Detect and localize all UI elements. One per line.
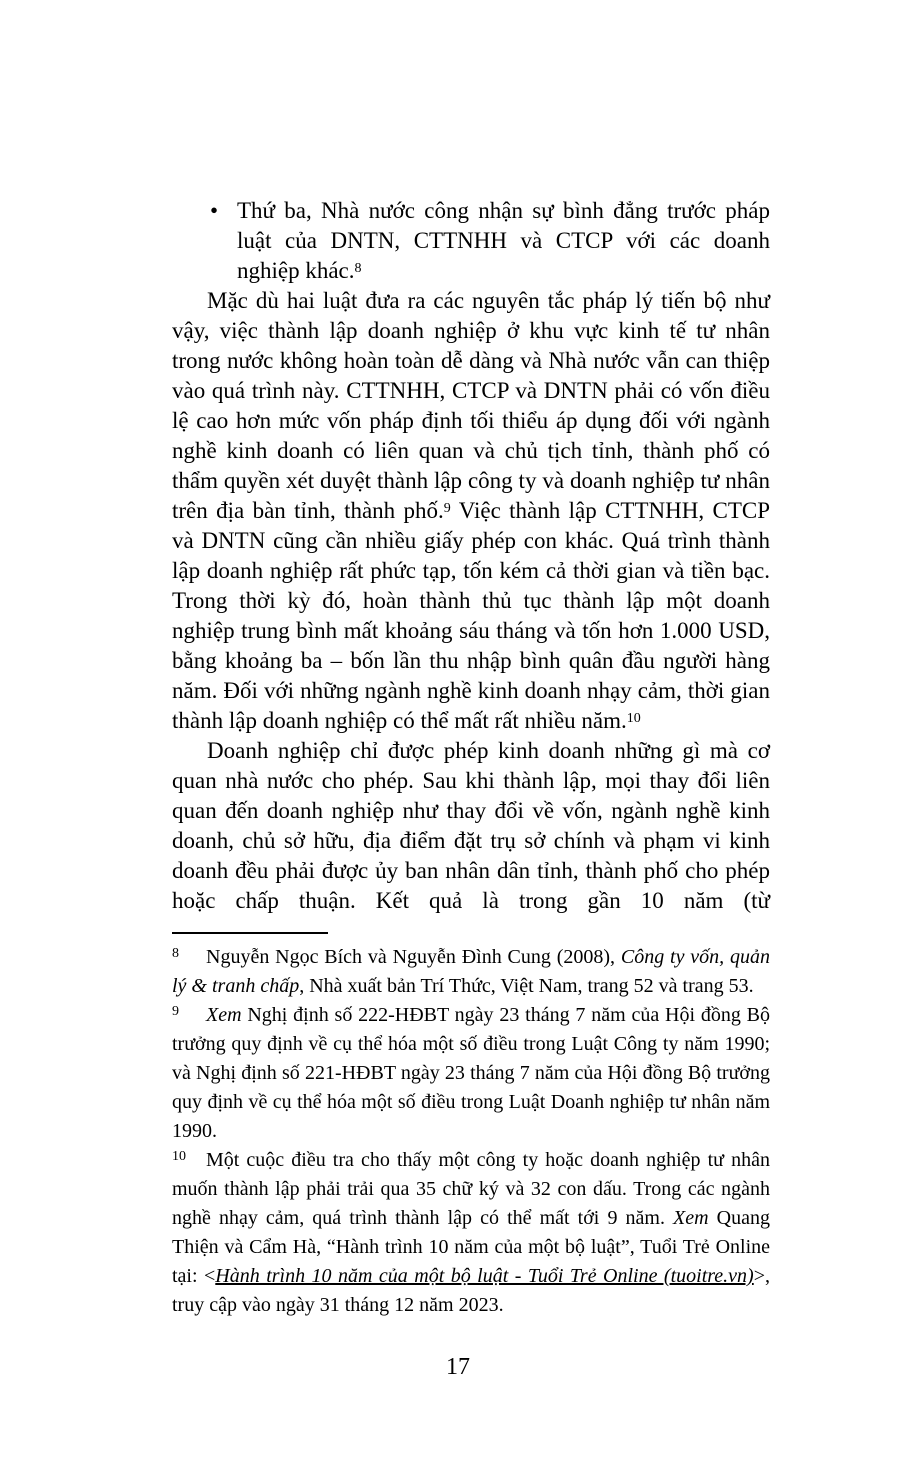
bullet-text-run: Thứ ba, Nhà nước công nhận sự bình đẳng trước pháp luật của DNTN, CTTNHH và CTCP với các doanh nghiệp khác. [237, 198, 770, 283]
footnote-text-run: Quang Thiện và Cẩm Hà, “Hành trình 10 năm của một bộ luật”, Tuổi Trẻ Online tại: < [172, 1207, 770, 1287]
bullet-text [237, 196, 770, 286]
footnote-separator [172, 932, 328, 934]
footnote-text-run: >, truy cập vào ngày 31 tháng 12 năm 2023. [172, 1265, 770, 1316]
bullet-item [210, 196, 770, 286]
footnote-text-run: Nguyễn Ngọc Bích và Nguyễn Đình Cung (2008), [206, 946, 621, 968]
footnote-10 [172, 1146, 770, 1320]
footnote-ref-9: 9 [443, 500, 451, 516]
footnote-ref-10: 10 [626, 710, 641, 726]
footnote-ref-8: 8 [354, 260, 362, 276]
footnote-marker: 9 [172, 1003, 179, 1019]
footnote-marker: 10 [172, 1148, 186, 1164]
page-number: 17 [446, 1354, 470, 1380]
footnotes-section [172, 943, 770, 1320]
bullet-marker: • [210, 198, 219, 223]
footnote-8 [172, 943, 770, 1001]
footnote-marker: 8 [172, 945, 179, 961]
footnote-hyperlink[interactable]: Hành trình 10 năm của một bộ luật - Tuổi Trẻ Online (tuoitre.vn) [215, 1265, 754, 1287]
text-column [172, 196, 770, 1320]
paragraph-text-run: Mặc dù hai luật đưa ra các nguyên tắc pháp lý tiến bộ như vậy, việc thành lập doanh nghiệp ở khu vực kinh tế tư nhân trong nước không hoàn toàn dễ dàng và Nhà nước vẫn can thiệp vào quá trình này. CTTNHH, CTCP và DNTN phải có vốn điều lệ cao hơn mức vốn pháp định tối thiểu áp dụng đối với ngành nghề kinh doanh có liên quan và chủ tịch tỉnh, thành phố có thẩm quyền xét duyệt thành lập công ty và doanh nghiệp tư nhân trên địa bàn tỉnh, thành phố. [172, 288, 770, 523]
body-paragraph-1 [172, 286, 770, 736]
footnote-text-run: , Nhà xuất bản Trí Thức, Việt Nam, trang 52 và trang 53. [299, 975, 754, 997]
body-paragraph-2 [172, 736, 770, 916]
footnote-text-run: Nghị định số 222-HĐBT ngày 23 tháng 7 năm của Hội đồng Bộ trưởng quy định về cụ thể hóa một số điều trong Luật Công ty năm 1990; và Nghị định số 221-HĐBT ngày 23 tháng 7 năm của Hội đồng Bộ trưởng quy định về cụ thể hóa một số điều trong Luật Doanh nghiệp tư nhân năm 1990. [172, 1004, 770, 1142]
footnote-9 [172, 1001, 770, 1146]
footnote-xem-label: Xem [206, 1004, 242, 1026]
paragraph-text-run: Doanh nghiệp chỉ được phép kinh doanh những gì mà cơ quan nhà nước cho phép. Sau khi thành lập, mọi thay đổi liên quan đến doanh nghiệp như thay đổi về vốn, ngành nghề kinh doanh, chủ sở hữu, địa điểm đặt trụ sở chính và phạm vi kinh doanh đều phải được ủy ban nhân dân tỉnh, thành phố cho phép hoặc chấp thuận. Kết quả là trong gần 10 năm (từ [172, 738, 770, 913]
footnote-book-title: Công ty vốn, quản lý & tranh chấp [172, 946, 770, 997]
footnote-xem-label: Xem [673, 1207, 709, 1229]
paragraph-text-run: Việc thành lập CTTNHH, CTCP và DNTN cũng cần nhiều giấy phép con khác. Quá trình thành lập doanh nghiệp rất phức tạp, tốn kém cả thời gian và tiền bạc. Trong thời kỳ đó, hoàn thành thủ tục thành lập một doanh nghiệp trung bình mất khoảng sáu tháng và tốn hơn 1.000 USD, bằng khoảng ba – bốn lần thu nhập bình quân đầu người hàng năm. Đối với những ngành nghề kinh doanh nhạy cảm, thời gian thành lập doanh nghiệp có thể mất rất nhiều năm. [172, 498, 770, 733]
footnote-text-run: Một cuộc điều tra cho thấy một công ty hoặc doanh nghiệp tư nhân muốn thành lập phải trải qua 35 chữ ký và 32 con dấu. Trong các ngành nghề nhạy cảm, quá trình thành lập có thể mất tới 9 năm. [172, 1149, 770, 1229]
